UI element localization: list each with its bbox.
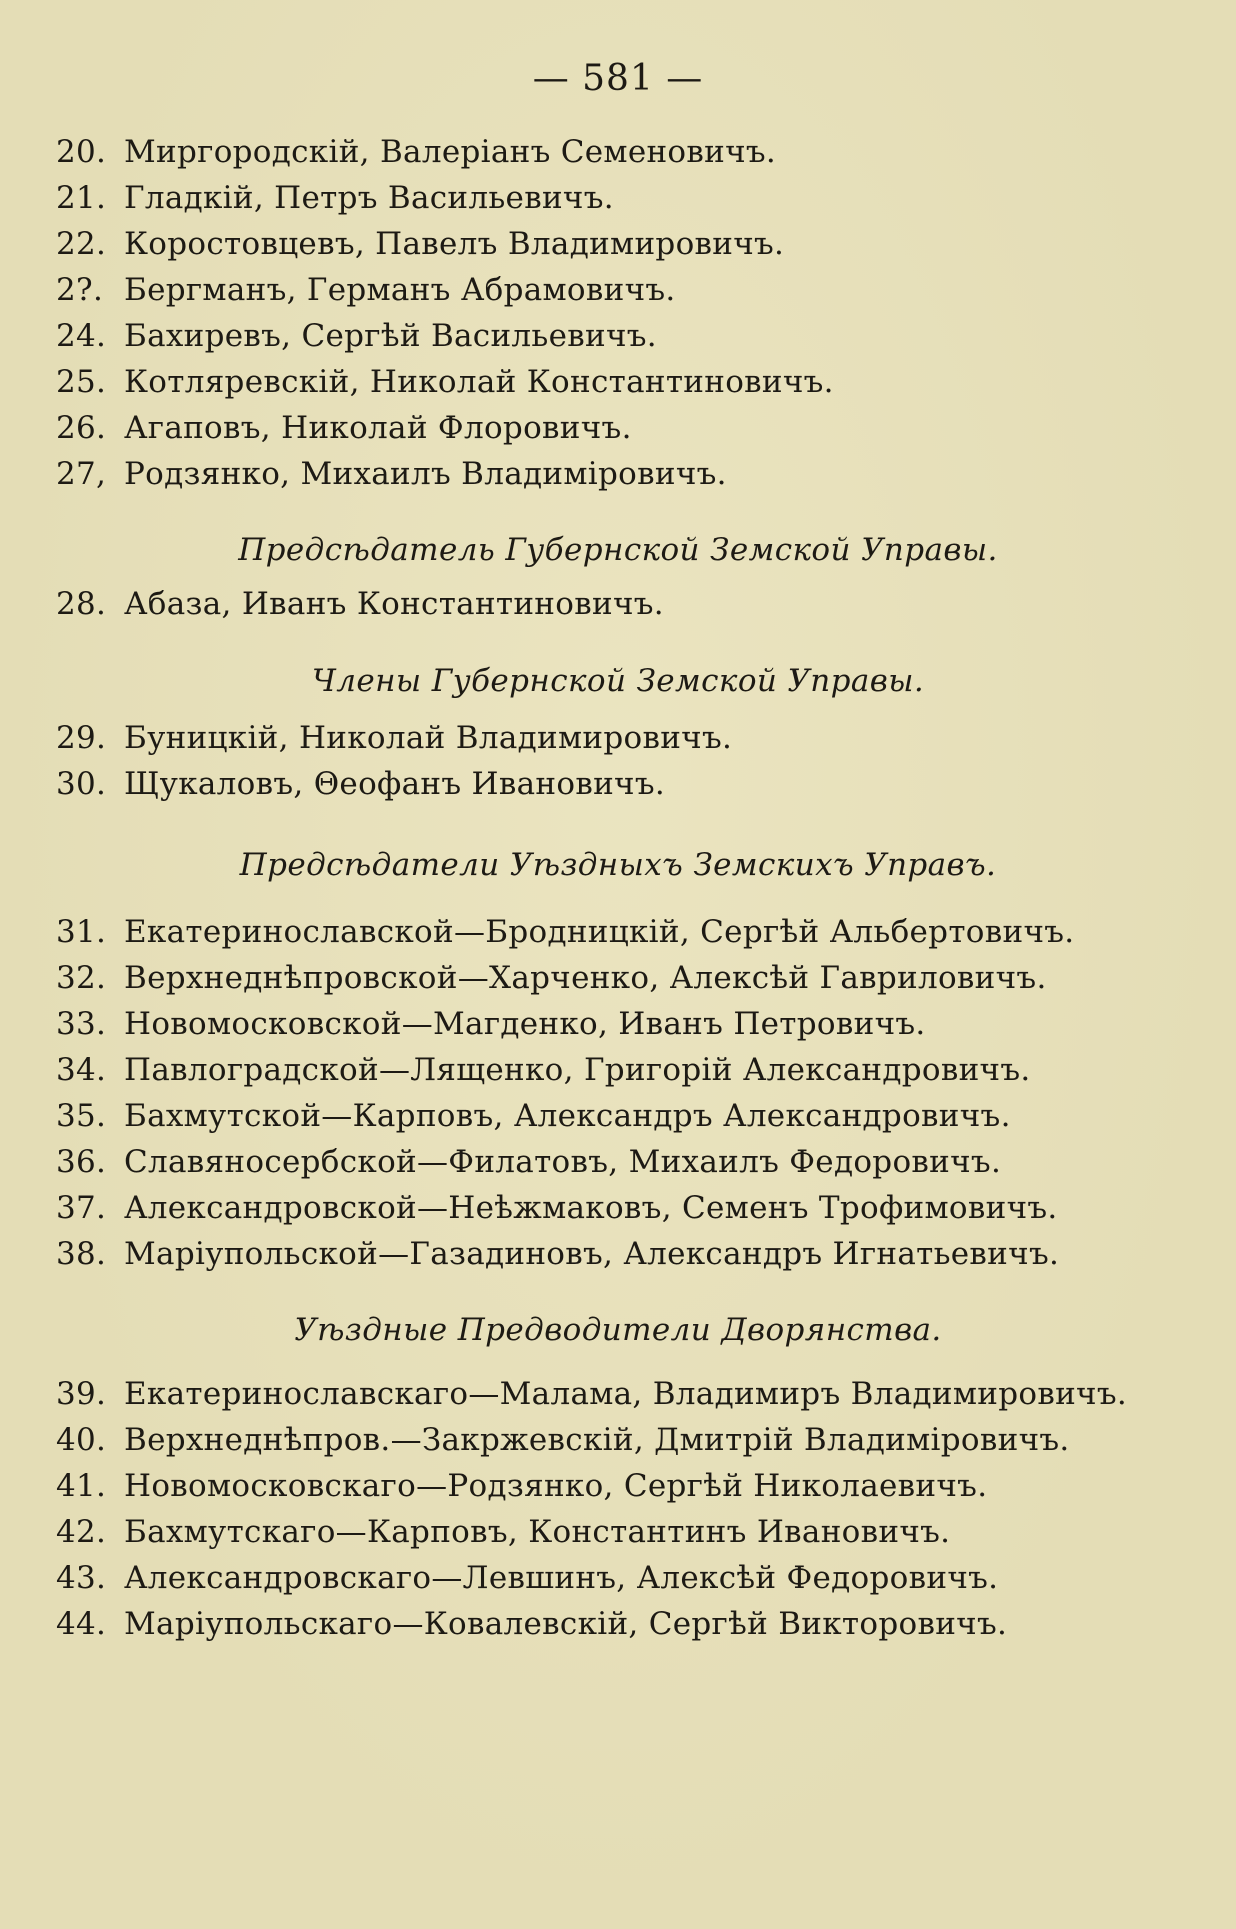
item-number: 2?. xyxy=(56,272,104,308)
item-number: 33. xyxy=(56,1006,107,1042)
page-number: — 581 — xyxy=(532,58,704,99)
section-heading-members: Члены Губернской Земской Управы. xyxy=(311,663,925,699)
item-text: Агаповъ, Николай Флоровичъ. xyxy=(124,410,632,446)
list-item xyxy=(56,1006,1176,1052)
list-item xyxy=(56,1052,1176,1098)
list-group-1 xyxy=(56,134,1176,502)
list-item xyxy=(56,1144,1176,1190)
list-item xyxy=(56,1514,1176,1560)
item-text: Верхнеднѣпров.—Закржевскій, Дмитрій Владиміровичъ. xyxy=(124,1422,1070,1458)
list-item xyxy=(56,914,1176,960)
item-number: 25. xyxy=(56,364,107,400)
item-number: 39. xyxy=(56,1376,107,1412)
item-number: 27, xyxy=(56,456,107,492)
item-number: 35. xyxy=(56,1098,107,1134)
item-text: Павлоградской—Лященко, Григорій Александровичъ. xyxy=(124,1052,1031,1088)
item-text: Щукаловъ, Θеофанъ Ивановичъ. xyxy=(124,766,666,802)
list-item xyxy=(56,456,1176,502)
item-number: 32. xyxy=(56,960,107,996)
list-item xyxy=(56,720,1176,766)
item-number: 40. xyxy=(56,1422,107,1458)
item-number: 38. xyxy=(56,1236,107,1272)
list-item xyxy=(56,1190,1176,1236)
list-item xyxy=(56,1376,1176,1422)
item-number: 37. xyxy=(56,1190,107,1226)
item-number: 20. xyxy=(56,134,107,170)
item-text: Маріупольской—Газадиновъ, Александръ Игнатьевичъ. xyxy=(124,1236,1060,1272)
list-item xyxy=(56,1098,1176,1144)
item-number: 28. xyxy=(56,586,107,622)
item-number: 42. xyxy=(56,1514,107,1550)
list-item xyxy=(56,180,1176,226)
item-number: 36. xyxy=(56,1144,107,1180)
item-number: 21. xyxy=(56,180,107,216)
item-text: Бахмутскаго—Карповъ, Константинъ Ивановичъ. xyxy=(124,1514,951,1550)
item-number: 34. xyxy=(56,1052,107,1088)
item-number: 30. xyxy=(56,766,107,802)
item-text: Новомосковскаго—Родзянко, Сергѣй Николаевичъ. xyxy=(124,1468,988,1504)
item-text: Славяносербской—Филатовъ, Михаилъ Федоровичъ. xyxy=(124,1144,1002,1180)
item-text: Верхнеднѣпровской—Харченко, Алексѣй Гавриловичъ. xyxy=(124,960,1047,996)
section-heading-district-chairmen: Предсѣдатели Уѣздныхъ Земскихъ Управъ. xyxy=(239,847,997,883)
item-number: 24. xyxy=(56,318,107,354)
item-text: Бахмутской—Карповъ, Александръ Александровичъ. xyxy=(124,1098,1011,1134)
item-number: 26. xyxy=(56,410,107,446)
list-item xyxy=(56,960,1176,1006)
list-item xyxy=(56,1468,1176,1514)
list-group-2 xyxy=(56,586,1176,632)
item-text: Абаза, Иванъ Константиновичъ. xyxy=(124,586,664,622)
list-group-4 xyxy=(56,914,1176,1282)
list-item xyxy=(56,226,1176,272)
list-item xyxy=(56,766,1176,812)
list-item xyxy=(56,1422,1176,1468)
item-text: Гладкій, Петръ Васильевичъ. xyxy=(124,180,614,216)
list-item xyxy=(56,1236,1176,1282)
item-text: Родзянко, Михаилъ Владиміровичъ. xyxy=(124,456,727,492)
item-number: 44. xyxy=(56,1606,107,1642)
item-number: 29. xyxy=(56,720,107,756)
list-item xyxy=(56,1560,1176,1606)
list-item xyxy=(56,1606,1176,1652)
item-number: 41. xyxy=(56,1468,107,1504)
list-item xyxy=(56,410,1176,456)
item-number: 31. xyxy=(56,914,107,950)
item-text: Маріупольскаго—Ковалевскій, Сергѣй Викторовичъ. xyxy=(124,1606,1008,1642)
item-number: 43. xyxy=(56,1560,107,1596)
item-text: Екатеринославскаго—Малама, Владимиръ Владимировичъ. xyxy=(124,1376,1128,1412)
item-text: Коростовцевъ, Павелъ Владимировичъ. xyxy=(124,226,785,262)
item-number: 22. xyxy=(56,226,107,262)
list-item xyxy=(56,586,1176,632)
item-text: Александровской—Неѣжмаковъ, Семенъ Трофимовичъ. xyxy=(124,1190,1058,1226)
item-text: Екатеринославской—Бродницкій, Сергѣй Альбертовичъ. xyxy=(124,914,1075,950)
section-heading-chairman: Предсѣдатель Губернской Земской Управы. xyxy=(238,532,998,568)
item-text: Буницкій, Николай Владимировичъ. xyxy=(124,720,733,756)
list-item xyxy=(56,364,1176,410)
item-text: Котляревскій, Николай Константиновичъ. xyxy=(124,364,834,400)
item-text: Миргородскій, Валеріанъ Семеновичъ. xyxy=(124,134,777,170)
item-text: Александровскаго—Левшинъ, Алексѣй Федоровичъ. xyxy=(124,1560,999,1596)
list-item xyxy=(56,134,1176,180)
item-text: Новомосковской—Магденко, Иванъ Петровичъ. xyxy=(124,1006,926,1042)
list-group-5 xyxy=(56,1376,1176,1652)
item-text: Бергманъ, Германъ Абрамовичъ. xyxy=(124,272,676,308)
list-item xyxy=(56,318,1176,364)
item-text: Бахиревъ, Сергѣй Васильевичъ. xyxy=(124,318,657,354)
list-item xyxy=(56,272,1176,318)
section-heading-nobility-marshals: Уѣздные Предводители Дворянства. xyxy=(294,1312,942,1348)
list-group-3 xyxy=(56,720,1176,812)
